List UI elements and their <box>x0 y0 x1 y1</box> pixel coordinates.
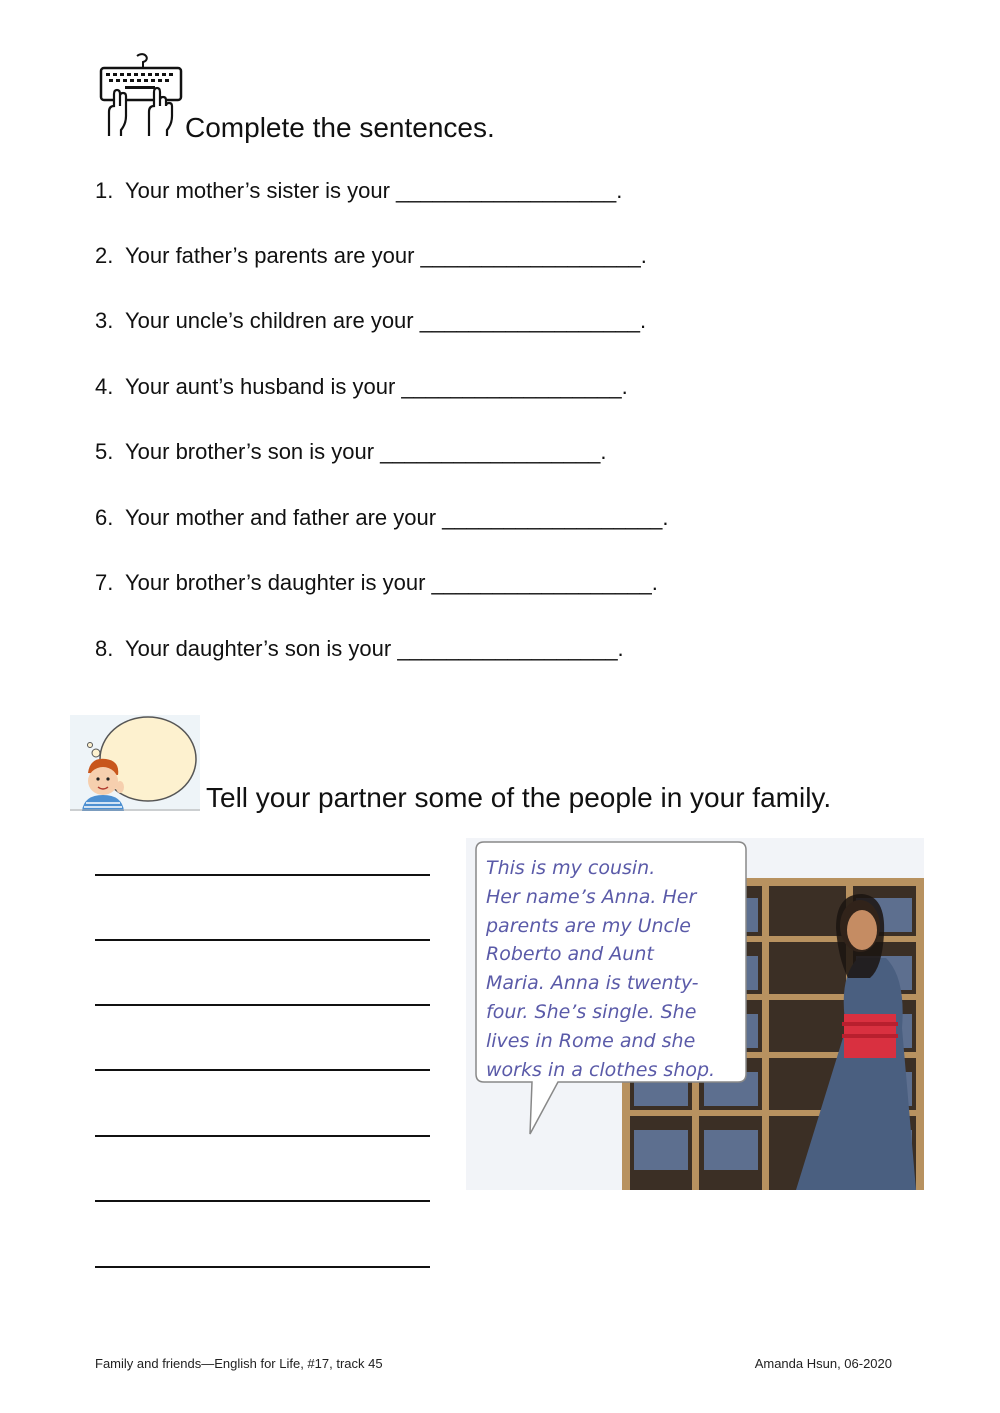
answer-line[interactable] <box>95 939 430 941</box>
footer-source: Family and friends—English for Life, #17, track 45 <box>95 1356 383 1371</box>
sentence-number: 4. <box>95 374 114 399</box>
sentence-number: 7. <box>95 570 114 595</box>
speech-line: This is my cousin. <box>486 857 656 879</box>
sentence-5 <box>95 439 607 465</box>
keyboard-typing-icon <box>95 50 185 142</box>
sentence-number: 1. <box>95 178 114 203</box>
sentence-text: Your mother’s sister is your __________________. <box>125 178 623 203</box>
answer-line[interactable] <box>95 874 430 876</box>
section2-title: Tell your partner some of the people in your family. <box>206 782 832 813</box>
sentence-4 <box>95 374 628 400</box>
sentence-text: Your brother’s daughter is your __________________. <box>125 570 658 595</box>
sentence-number: 8. <box>95 636 114 661</box>
sentence-text: Your father’s parents are your __________________. <box>125 243 647 268</box>
section1-title: Complete the sentences. <box>185 112 495 143</box>
sentence-number: 3. <box>95 308 114 333</box>
sentence-1 <box>95 178 622 204</box>
sentence-2 <box>95 243 647 269</box>
sentence-text: Your uncle’s children are your __________________. <box>125 308 647 333</box>
speech-bubble-text <box>486 854 736 1084</box>
answer-line[interactable] <box>95 1069 430 1071</box>
sentence-number: 2. <box>95 243 114 268</box>
answer-line[interactable] <box>95 1135 430 1137</box>
answer-line[interactable] <box>95 1266 430 1268</box>
speech-line: four. She’s single. She <box>486 1000 697 1023</box>
speech-line: Roberto and Aunt <box>486 943 654 966</box>
sentence-text: Your brother’s son is your __________________. <box>125 439 607 464</box>
sentence-6 <box>95 505 669 531</box>
speech-line: parents are my Uncle <box>486 914 691 937</box>
sentence-text: Your aunt’s husband is your __________________. <box>125 374 628 399</box>
boy-thought-bubble-icon <box>70 715 200 811</box>
sentence-7 <box>95 570 658 596</box>
sentence-text: Your mother and father are your __________________. <box>125 505 669 530</box>
sentence-text: Your daughter’s son is your __________________. <box>125 636 624 661</box>
sentence-8 <box>95 636 624 662</box>
speech-line: Her name’s Anna. Her <box>486 885 697 908</box>
footer-author: Amanda Hsun, 06-2020 <box>754 1356 892 1371</box>
speech-line: works in a clothes shop. <box>486 1058 716 1081</box>
answer-line[interactable] <box>95 1004 430 1006</box>
sentence-number: 5. <box>95 439 114 464</box>
sentence-3 <box>95 308 646 334</box>
speech-line: Maria. Anna is twenty- <box>486 972 699 995</box>
answer-line[interactable] <box>95 1200 430 1202</box>
speech-line: lives in Rome and she <box>486 1029 696 1052</box>
sentence-number: 6. <box>95 505 114 530</box>
